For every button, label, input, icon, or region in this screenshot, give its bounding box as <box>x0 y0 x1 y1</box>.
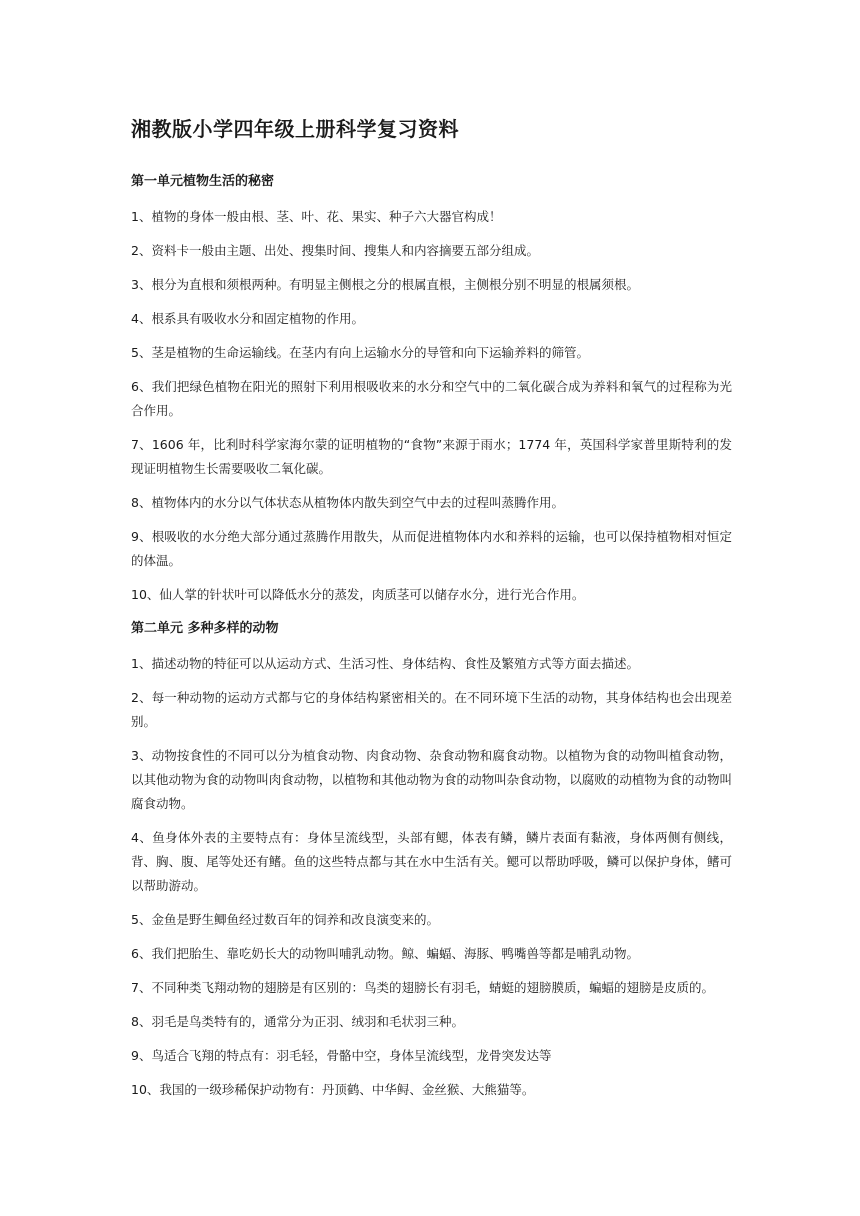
unit1-item-5: 5、茎是植物的生命运输线。在茎内有向上运输水分的导管和向下运输养料的筛管。 <box>131 345 589 360</box>
unit1-item-8: 8、植物体内的水分以气体状态从植物体内散失到空气中去的过程叫蒸腾作用。 <box>131 495 564 510</box>
document-title: 湘教版小学四年级上册科学复习资料 <box>131 117 459 141</box>
unit2-heading: 第二单元 多种多样的动物 <box>131 621 279 636</box>
unit2-item-4: 4、鱼身体外表的主要特点有：身体呈流线型，头部有鳃，体表有鳞，鳞片表面有黏液，身体两侧有侧线，背、胸、腹、尾等处还有鳍。鱼的这些特点都与其在水中生活有关。鳃可以帮助呼吸，鳞可以保护身体，鳍可以帮助游动。 <box>131 830 732 893</box>
unit2-item-9: 9、鸟适合飞翔的特点有：羽毛轻，骨骼中空，身体呈流线型，龙骨突发达等 <box>131 1048 552 1063</box>
unit2-item-10: 10、我国的一级珍稀保护动物有：丹顶鹤、中华鲟、金丝猴、大熊猫等。 <box>131 1082 535 1097</box>
unit1-heading: 第一单元植物生活的秘密 <box>131 174 275 189</box>
unit1-item-10: 10、仙人掌的针状叶可以降低水分的蒸发，肉质茎可以储存水分，进行光合作用。 <box>131 587 585 602</box>
unit1-item-4: 4、根系具有吸收水分和固定植物的作用。 <box>131 311 364 326</box>
unit2-item-7: 7、不同种类飞翔动物的翅膀是有区别的：鸟类的翅膀长有羽毛，蜻蜓的翅膀膜质，蝙蝠的翅膀是皮质的。 <box>131 980 714 995</box>
unit1-item-3: 3、根分为直根和须根两种。有明显主侧根之分的根属直根，主侧根分别不明显的根属须根。 <box>131 277 639 292</box>
unit1-item-6: 6、我们把绿色植物在阳光的照射下利用根吸收来的水分和空气中的二氧化碳合成为养料和氧气的过程称为光合作用。 <box>131 379 732 418</box>
unit2-item-5: 5、金鱼是野生鲫鱼经过数百年的饲养和改良演变来的。 <box>131 912 439 927</box>
unit1-item-9: 9、根吸收的水分绝大部分通过蒸腾作用散失，从而促进植物体内水和养料的运输，也可以保持植物相对恒定的体温。 <box>131 529 732 568</box>
unit2-item-6: 6、我们把胎生、靠吃奶长大的动物叫哺乳动物。鲸、蝙蝠、海豚、鸭嘴兽等都是哺乳动物。 <box>131 946 639 961</box>
unit1-item-7: 7、1606 年，比利时科学家海尔蒙的证明植物的“食物”来源于雨水；1774 年，英国科学家普里斯特利的发现证明植物生长需要吸收二氧化碳。 <box>131 437 732 476</box>
unit1-item-1: 1、植物的身体一般由根、茎、叶、花、果实、种子六大器官构成！ <box>131 209 502 224</box>
unit1-item-2: 2、资料卡一般由主题、出处、搜集时间、搜集人和内容摘要五部分组成。 <box>131 243 539 258</box>
unit2-item-3: 3、动物按食性的不同可以分为植食动物、肉食动物、杂食动物和腐食动物。以植物为食的动物叫植食动物，以其他动物为食的动物叫肉食动物，以植物和其他动物为食的动物叫杂食动物，以腐败的动植物为食的动物叫腐食动物。 <box>131 748 732 811</box>
unit2-item-2: 2、每一种动物的运动方式都与它的身体结构紧密相关的。在不同环境下生活的动物，其身体结构也会出现差别。 <box>131 690 732 729</box>
unit2-item-8: 8、羽毛是鸟类特有的，通常分为正羽、绒羽和毛状羽三种。 <box>131 1014 464 1029</box>
unit2-item-1: 1、描述动物的特征可以从运动方式、生活习性、身体结构、食性及繁殖方式等方面去描述。 <box>131 656 639 671</box>
